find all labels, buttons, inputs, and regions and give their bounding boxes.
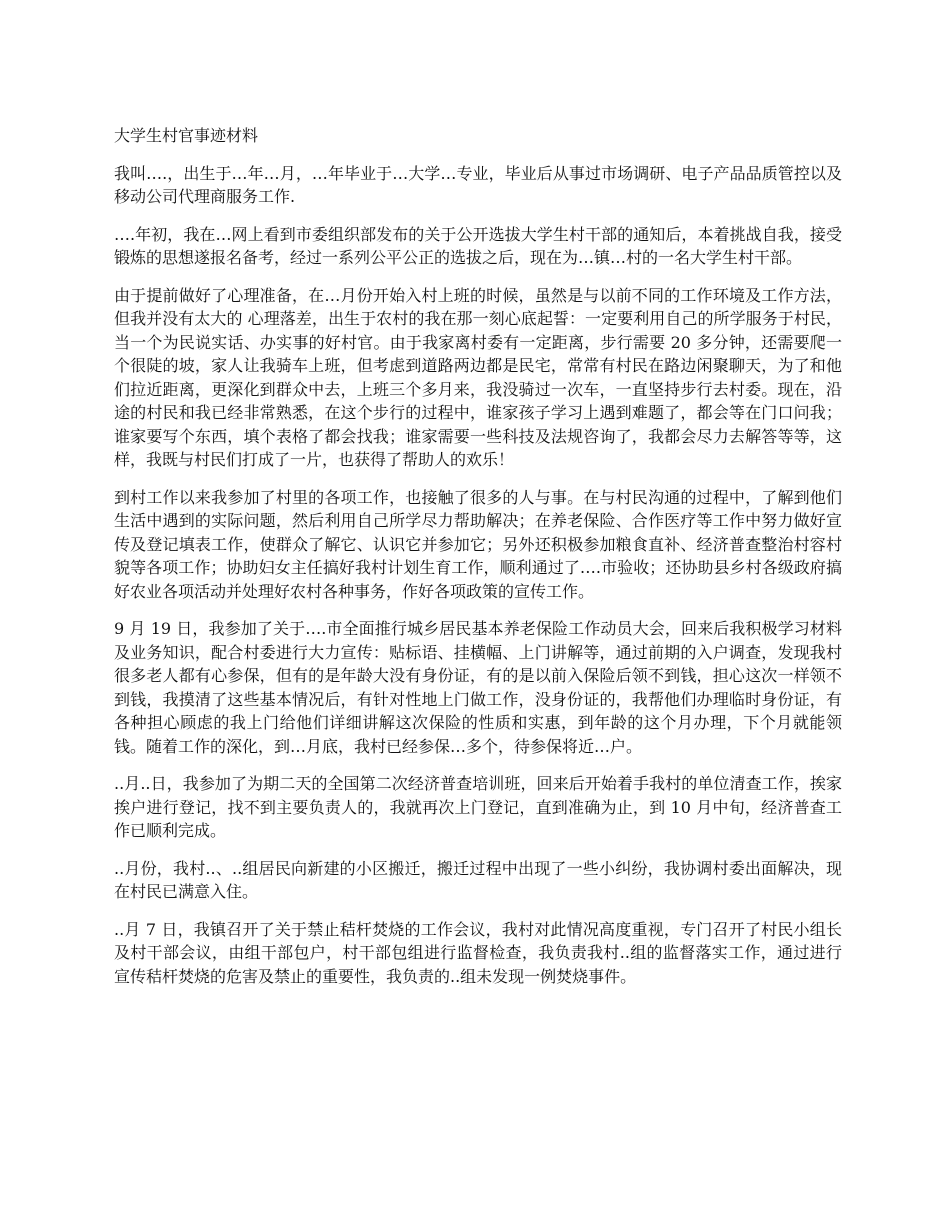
paragraph-village-work: 到村工作以来我参加了村里的各项工作，也接触了很多的人与事。在与村民沟通的过程中，了解到他们生活中遇到的实际问题，然后利用自己所学尽力帮助解决；在养老保险、合作医疗等工作中努力做好宣传及登记填表工作，使群众了解它、认识它并参加它；另外还积极参加粮食直补、经济普查整治村容村貌等各项工作；协助妇女主任搞好我村计划生育工作，顺利通过了….市验收；还协助县乡村各级政府搞好农业各项活动并处理好农村各种事务，作好各项政策的宣传工作。 [114, 487, 842, 601]
paragraph-economic-census: ..月..日，我参加了为期二天的全国第二次经济普查培训班，回来后开始着手我村的单位清查工作，挨家挨户进行登记，找不到主要负责人的，我就再次上门登记，直到准确为止，到 10 月中旬，经济普查工作已顺利完成。 [114, 774, 842, 840]
paragraph-pension-insurance: 9 月 19 日，我参加了关于….市全面推行城乡居民基本养老保险工作动员大会，回来后我积极学习材料及业务知识，配合村委进行大力宣传：贴标语、挂横幅、上门讲解等，通过前期的入户调查，发现我村很多老人都有心参保，但有的是年龄大没有身份证，有的是以前入保险后领不到钱，担心这次一样领不到钱，我摸清了这些基本情况后，有针对性地上门做工作，没身份证的，我帮他们办理临时身份证，有各种担心顾虑的我上门给他们详细讲解这次保险的性质和实惠，到年龄的这个月办理，下个月就能领钱。随着工作的深化，到…月底，我村已经参保…多个，待参保将近…户。 [114, 619, 842, 756]
document-page [114, 124, 842, 1002]
paragraph-walking-to-work: 由于提前做好了心理准备，在…月份开始入村上班的时候，虽然是与以前不同的工作环境及工作方法，但我并没有太大的 心理落差，出生于农村的我在那一刻心底起誓：一定要利用自己的所学服务于村民，当一个为民说实话、办实事的好村官。由于我家离村委有一定距离，步行需要 20 多分钟，还需要爬一个很陡的坡，家人让我骑车上班，但考虑到道路两边都是民宅，常常有村民在路边闲聚聊天，为了和他们拉近距离，更深化到群众中去，上班三个多月来，我没骑过一次车，一直坚持步行去村委。现在，沿途的村民和我已经非常熟悉，在这个步行的过程中，谁家孩子学习上遇到难题了，都会等在门口问我；谁家要写个东西，填个表格了都会找我；谁家需要一些科技及法规咨询了，我都会尽力去解答等等，这样，我既与村民们打成了一片，也获得了帮助人的欢乐！ [114, 285, 842, 469]
paragraph-self-introduction: 我叫….，出生于…年…月，…年毕业于…大学…专业，毕业后从事过市场调研、电子产品品质管控以及移动公司代理商服务工作. [114, 163, 842, 206]
document-title: 大学生村官事迹材料 [114, 126, 259, 145]
paragraph-selection: ….年初，我在…网上看到市委组织部发布的关于公开选拔大学生村干部的通知后，本着挑战自我，接受锻炼的思想遂报名备考，经过一系列公平公正的选拔之后，现在为…镇…村的一名大学生村干部。 [114, 224, 842, 267]
paragraph-relocation: ..月份，我村..、..组居民向新建的小区搬迁，搬迁过程中出现了一些小纠纷，我协调村委出面解决，现在村民已满意入住。 [114, 858, 842, 901]
paragraph-straw-burning: ..月 7 日，我镇召开了关于禁止秸杆焚烧的工作会议，我村对此情况高度重视，专门召开了村民小组长及村干部会议，由组干部包户，村干部包组进行监督检查，我负责我村..组的监督落实工作，通过进行宣传秸杆焚烧的危害及禁止的重要性，我负责的..组未发现一例焚烧事件。 [114, 919, 842, 986]
